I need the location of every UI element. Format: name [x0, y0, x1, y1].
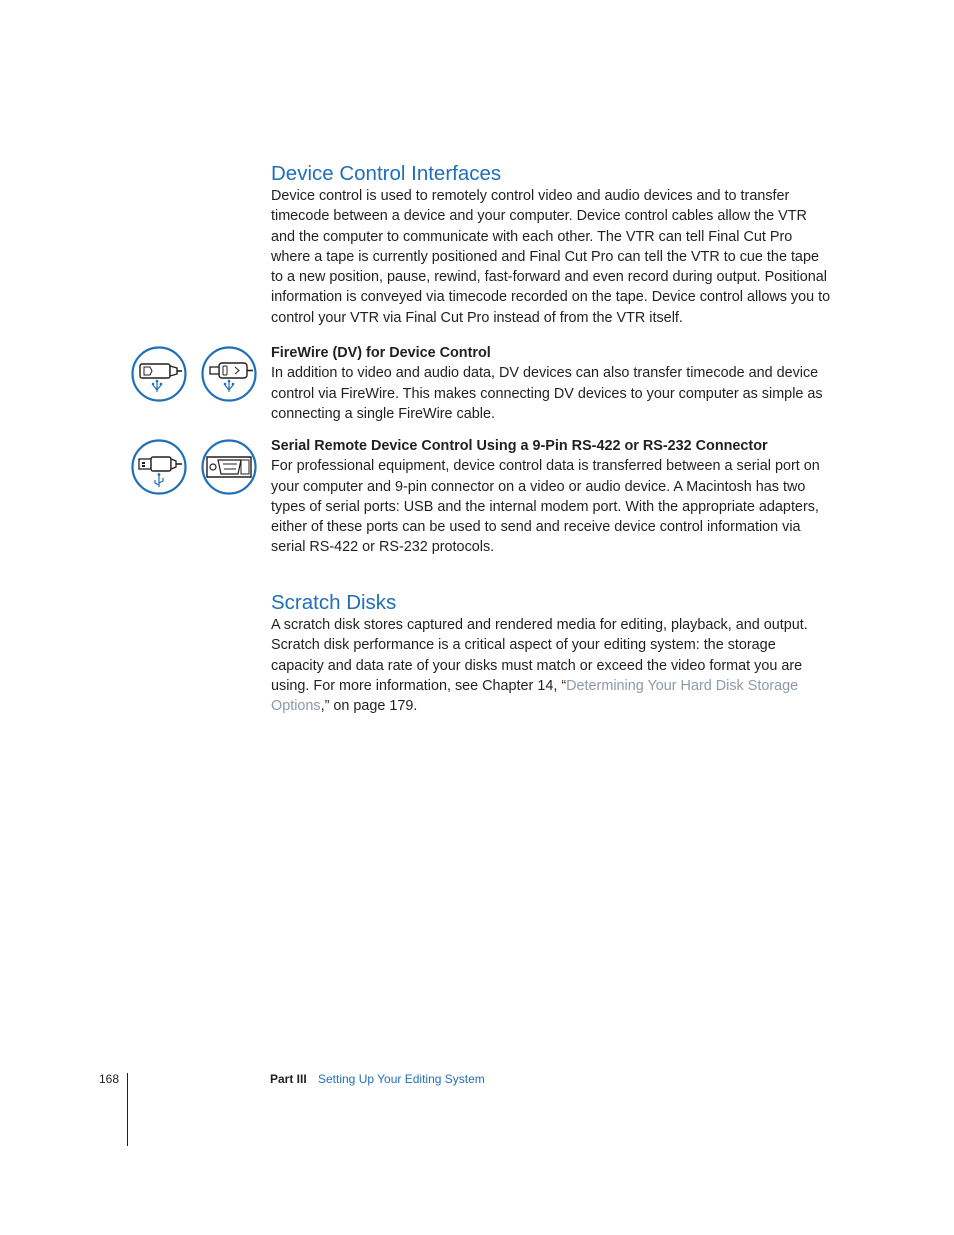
usb-connector-icon — [131, 439, 187, 495]
serial-section — [271, 436, 831, 558]
section-heading-device-control: Device Control Interfaces — [271, 162, 502, 185]
firewire-heading: FireWire (DV) for Device Control — [271, 345, 491, 361]
firewire-4pin-connector-icon — [201, 346, 257, 402]
page-number: 168 — [99, 1072, 120, 1086]
device-control-body: Device control is used to remotely control video and audio devices and to transfer timecode between a device and your computer. Device control cables allow the VTR and the computer to communicate with each other. The VTR can tell Final Cut Pro where a tape is currently positioned and Final Cut Pro can tell the VTR to cue the tape to a new position, pause, rewind, fast-forward and even record during output. Positional information is conveyed via timecode recorded on the tape. Device control allows you to control your VTR via Final Cut Pro instead of from the VTR itself. — [271, 188, 831, 326]
footer-part-label: Part III — [270, 1072, 307, 1086]
firewire-6pin-connector-icon — [131, 346, 187, 402]
firewire-section — [271, 343, 831, 424]
serial-9pin-connector-icon — [201, 439, 257, 495]
firewire-body: In addition to video and audio data, DV devices can also transfer timecode and device control via FireWire. This makes connecting DV devices to your computer as simple as connecting a single FireWire cable. — [271, 365, 823, 422]
cross-reference-link[interactable]: Determining Your Hard Disk Storage Options — [271, 677, 799, 715]
serial-body: For professional equipment, device control data is transferred between a serial port on your computer and 9-pin connector on a video or audio device. A Macintosh has two types of serial ports: USB and the internal modem port. With the appropriate adapters, either of these ports can be used to send and receive device control information via serial RS-422 or RS-232 protocols. — [271, 458, 820, 556]
scratch-disks-body — [271, 615, 831, 716]
footer-part-title: Setting Up Your Editing System — [318, 1072, 485, 1086]
footer-divider — [127, 1073, 128, 1146]
scratch-body-tail: ,” on page 179. — [320, 698, 418, 715]
scratch-disks-section — [271, 591, 831, 716]
section-heading-scratch-disks: Scratch Disks — [271, 591, 397, 614]
serial-heading: Serial Remote Device Control Using a 9-Pin RS-422 or RS-232 Connector — [271, 438, 768, 454]
scratch-body-text: A scratch disk stores captured and rendered media for editing, playback, and output. Scratch disk performance is a critical aspect of your editing system: the storage capacity and data rate of your disks must match or exceed the video format you are using. For more information, see Chapter 14, “ — [271, 617, 808, 694]
device-control-section — [271, 162, 831, 328]
